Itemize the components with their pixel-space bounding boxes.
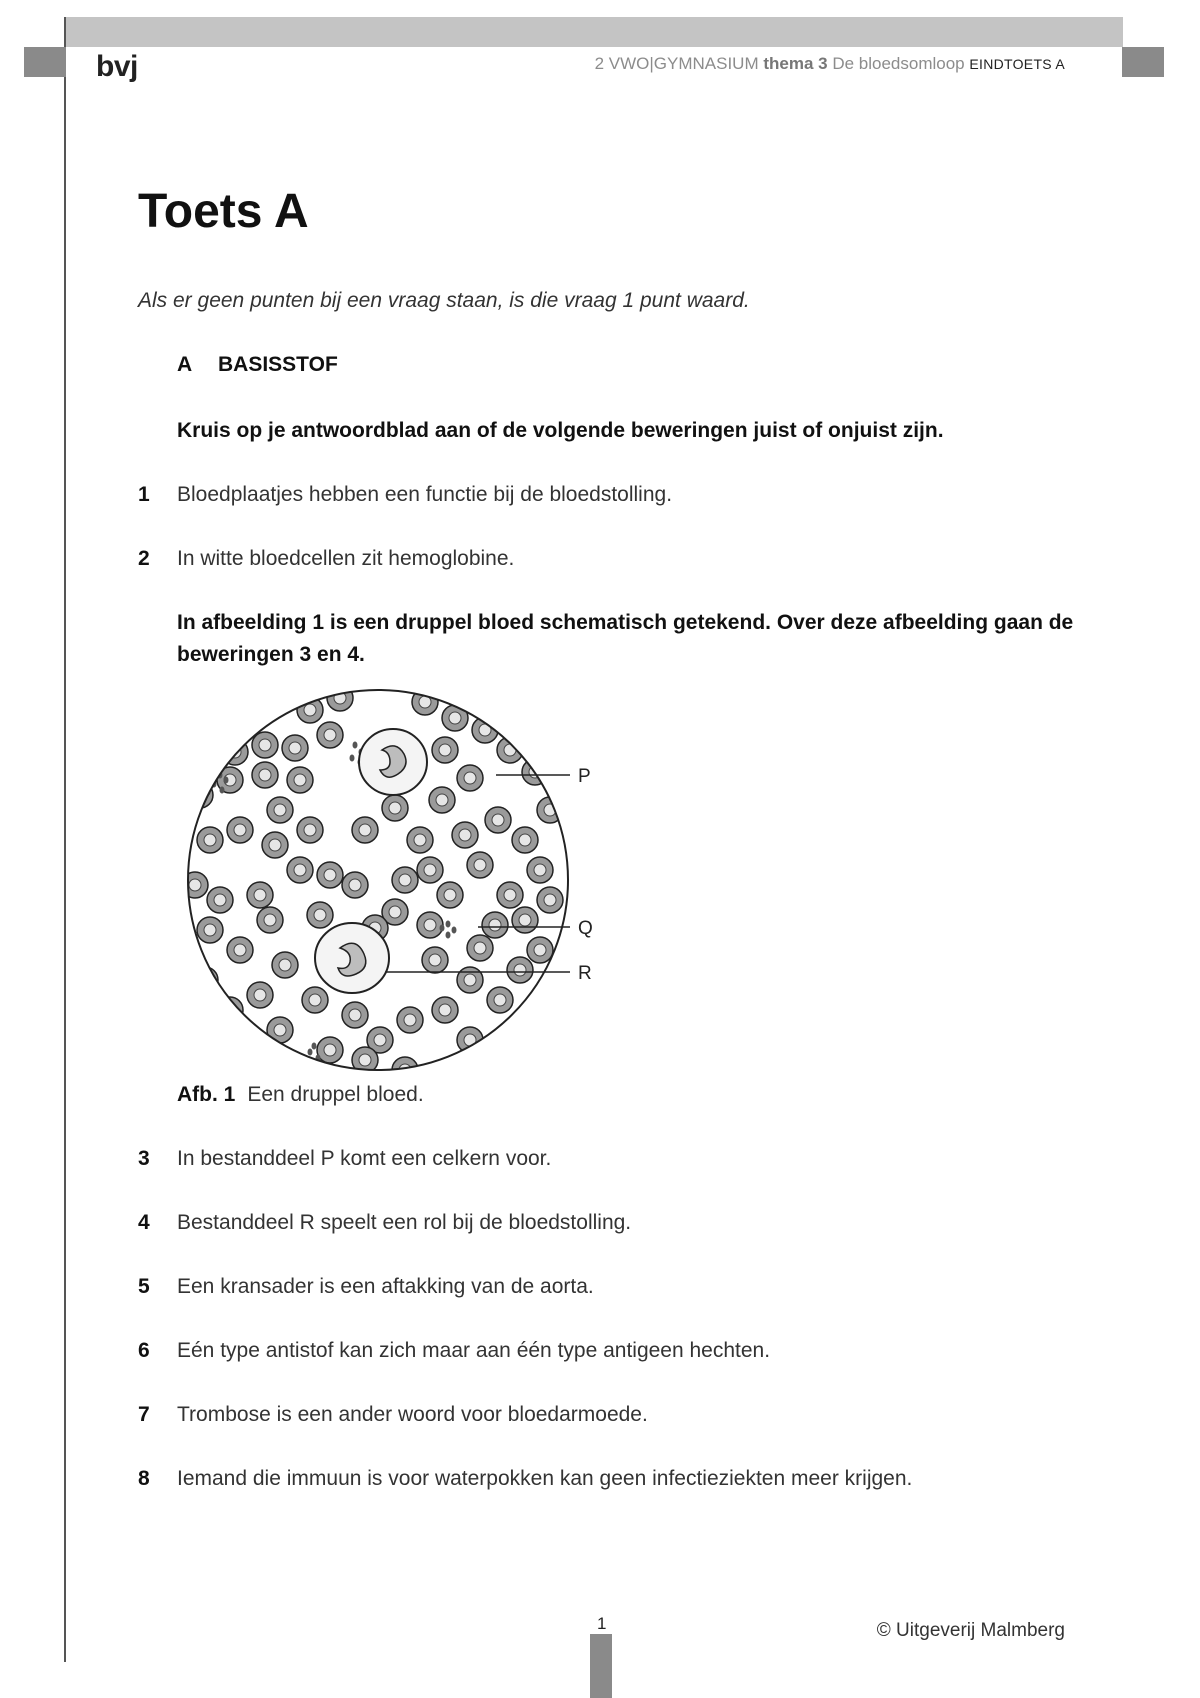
header-tab-left <box>24 47 66 77</box>
red-blood-cell-center <box>374 1034 386 1046</box>
red-blood-cell-center <box>444 889 456 901</box>
platelet <box>224 777 229 784</box>
red-blood-cell-center <box>504 744 516 756</box>
red-blood-cell-center <box>494 994 506 1006</box>
copyright: © Uitgeverij Malmberg <box>876 1620 1065 1641</box>
red-blood-cell-center <box>269 839 281 851</box>
header-tab-right <box>1122 47 1164 77</box>
question-1 <box>138 483 672 507</box>
red-blood-cell-center <box>349 1009 361 1021</box>
question-number: 8 <box>138 1467 150 1490</box>
red-blood-cell-center <box>214 714 226 726</box>
red-blood-cell-center <box>304 704 316 716</box>
publisher-logo: bvj <box>96 50 138 83</box>
red-blood-cell-center <box>544 894 556 906</box>
red-blood-cell-center <box>389 906 401 918</box>
question-6 <box>138 1339 770 1363</box>
instruction-figure: In afbeelding 1 is een druppel bloed schematisch getekend. Over deze afbeelding gaan de beweringen 3 en 4. <box>177 611 1074 666</box>
red-blood-cell <box>207 707 233 733</box>
question-text: Eén type antistof kan zich maar aan één type antigeen hechten. <box>177 1339 771 1362</box>
red-blood-cell-center <box>436 794 448 806</box>
red-blood-cell-center <box>464 974 476 986</box>
question-number: 1 <box>138 483 150 506</box>
red-blood-cell-center <box>504 889 516 901</box>
red-blood-cell-center <box>429 954 441 966</box>
red-blood-cell <box>267 681 293 707</box>
question-number: 3 <box>138 1147 150 1170</box>
label-q: Q <box>578 918 593 939</box>
red-blood-cell-center <box>514 964 526 976</box>
red-blood-cell-center <box>289 742 301 754</box>
red-blood-cell-center <box>279 959 291 971</box>
red-blood-cell-center <box>189 879 201 891</box>
red-blood-cell-center <box>489 919 501 931</box>
question-text: Iemand die immuun is voor waterpokken kan geen infectieziekten meer krijgen. <box>177 1467 913 1490</box>
red-blood-cell <box>497 1027 523 1053</box>
figure-caption <box>177 1083 424 1107</box>
question-text: In bestanddeel P komt een celkern voor. <box>177 1147 552 1170</box>
red-blood-cell-center <box>324 1044 336 1056</box>
red-blood-cell-center <box>244 696 256 708</box>
page-tab <box>590 1634 612 1698</box>
page-number: 1 <box>597 1614 607 1633</box>
left-margin-rule <box>64 17 66 1662</box>
red-blood-cell-center <box>204 834 216 846</box>
platelet <box>350 755 355 762</box>
header-section: EINDTOETS A <box>969 56 1065 72</box>
red-blood-cell-center <box>259 769 271 781</box>
question-text: Bloedplaatjes hebben een functie bij de bloedstolling. <box>177 483 673 506</box>
red-blood-cell-center <box>194 789 206 801</box>
platelet <box>306 1062 311 1069</box>
platelet <box>440 925 445 932</box>
red-blood-cell-center <box>259 739 271 751</box>
red-blood-cell <box>237 1027 263 1053</box>
red-blood-cell-center <box>534 864 546 876</box>
question-text: Trombose is een ander woord voor bloedarmoede. <box>177 1403 648 1426</box>
red-blood-cell-center <box>359 1054 371 1066</box>
red-blood-cell-center <box>224 1004 236 1016</box>
red-blood-cell-center <box>504 1034 516 1046</box>
platelet <box>452 927 457 934</box>
red-blood-cell-center <box>234 944 246 956</box>
question-number: 4 <box>138 1211 150 1234</box>
red-blood-cell-center <box>449 712 461 724</box>
instruction-true-false: Kruis op je antwoordblad aan of de volgende beweringen juist of onjuist zijn. <box>177 419 944 442</box>
question-8 <box>138 1467 912 1491</box>
question-text: In witte bloedcellen zit hemoglobine. <box>177 547 515 570</box>
white-blood-cell-lower <box>315 923 389 993</box>
platelet <box>318 1067 323 1074</box>
red-blood-cell-center <box>254 989 266 1001</box>
red-blood-cell-center <box>234 824 246 836</box>
red-blood-cell-center <box>199 974 211 986</box>
section-letter: A <box>177 353 193 376</box>
question-2 <box>138 547 514 571</box>
white-blood-cell-upper <box>359 729 427 795</box>
intro-text: Als er geen punten bij een vraag staan, is die vraag 1 punt waard. <box>138 289 750 312</box>
red-blood-cell-center <box>254 889 266 901</box>
question-number: 6 <box>138 1339 150 1362</box>
red-blood-cell-center <box>534 944 546 956</box>
platelet <box>308 1049 313 1056</box>
red-blood-cell-center <box>464 772 476 784</box>
red-blood-cell-center <box>324 869 336 881</box>
platelet <box>312 1043 317 1050</box>
red-blood-cell-center <box>399 874 411 886</box>
red-blood-cell-center <box>324 729 336 741</box>
red-blood-cell-center <box>274 688 286 700</box>
question-4 <box>138 1211 631 1235</box>
blood-drop-illustration <box>180 680 620 1080</box>
red-blood-cell-center <box>314 909 326 921</box>
caption-label: Afb. 1 <box>177 1083 236 1106</box>
red-blood-cell-center <box>492 814 504 826</box>
red-blood-cell-center <box>474 859 486 871</box>
page-title: Toets A <box>138 185 309 238</box>
header-level: 2 VWO|GYMNASIUM <box>594 54 759 73</box>
red-blood-cell <box>222 739 248 765</box>
red-blood-cell-center <box>414 834 426 846</box>
red-blood-cell <box>237 689 263 715</box>
question-7 <box>138 1403 648 1427</box>
question-number: 5 <box>138 1275 150 1298</box>
red-blood-cell-center <box>244 1034 256 1046</box>
red-blood-cell-center <box>294 864 306 876</box>
red-blood-cell-center <box>294 774 306 786</box>
platelet <box>353 742 358 749</box>
section-heading <box>177 353 338 377</box>
red-blood-cell-center <box>304 824 316 836</box>
red-blood-cell-center <box>404 1014 416 1026</box>
red-blood-cell-center <box>264 914 276 926</box>
red-blood-cell <box>192 737 218 763</box>
red-blood-cell-center <box>214 894 226 906</box>
header-bar <box>66 17 1123 47</box>
header-theme-title: De bloedsomloop <box>832 54 965 73</box>
red-blood-cell-center <box>519 834 531 846</box>
platelet <box>446 932 451 939</box>
red-blood-cell-center <box>519 914 531 926</box>
question-number: 7 <box>138 1403 150 1426</box>
label-p: P <box>578 766 591 787</box>
label-r: R <box>578 963 592 984</box>
platelet <box>220 787 225 794</box>
section-name: BASISSTOF <box>218 353 338 376</box>
red-blood-cell-center <box>274 804 286 816</box>
red-blood-cell-center <box>309 994 321 1006</box>
red-blood-cell-center <box>199 744 211 756</box>
red-blood-cell-center <box>424 864 436 876</box>
red-blood-cell-center <box>389 802 401 814</box>
blood-drop-figure <box>180 680 620 1080</box>
question-5 <box>138 1275 594 1299</box>
question-3 <box>138 1147 551 1171</box>
red-blood-cell-center <box>439 1004 451 1016</box>
red-blood-cell-center <box>349 879 361 891</box>
red-blood-cell-center <box>424 919 436 931</box>
caption-text: Een druppel bloed. <box>247 1083 424 1106</box>
red-blood-cell <box>192 967 218 993</box>
header-theme-label: thema 3 <box>763 54 828 73</box>
running-header <box>595 54 1065 74</box>
platelet <box>446 921 451 928</box>
red-blood-cell-center <box>474 942 486 954</box>
red-blood-cell-center <box>399 1064 411 1076</box>
red-blood-cell-center <box>204 924 216 936</box>
question-text: Bestanddeel R speelt een rol bij de bloedstolling. <box>177 1211 632 1234</box>
red-blood-cell-center <box>274 1024 286 1036</box>
red-blood-cell-center <box>359 824 371 836</box>
red-blood-cell-center <box>459 829 471 841</box>
question-number: 2 <box>138 547 150 570</box>
red-blood-cell-center <box>439 744 451 756</box>
question-text: Een kransader is een aftakking van de aorta. <box>177 1275 594 1298</box>
